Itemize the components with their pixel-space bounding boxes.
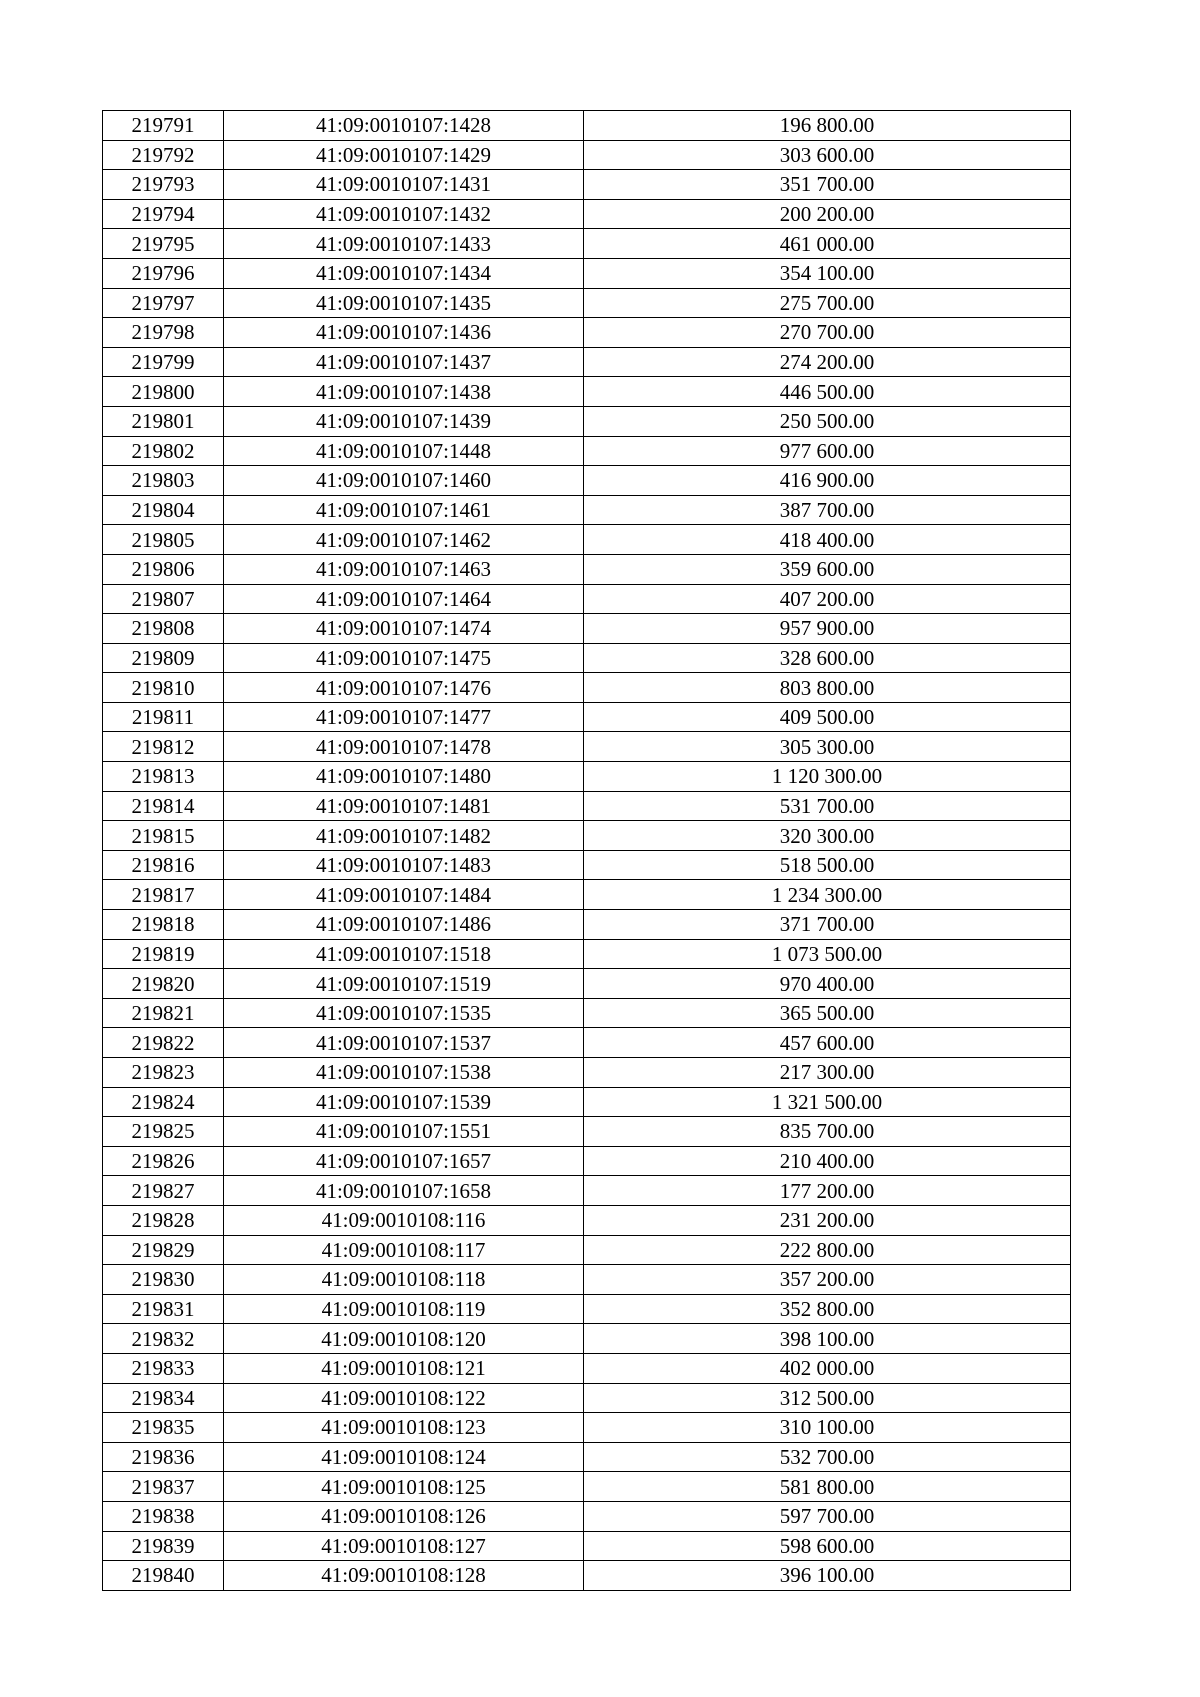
row-number-cell: 219824 [103, 1087, 224, 1117]
table-row [103, 1265, 1071, 1295]
row-number-cell: 219833 [103, 1353, 224, 1383]
row-number-cell: 219801 [103, 406, 224, 436]
row-number-cell: 219802 [103, 436, 224, 466]
value-cell: 357 200.00 [584, 1265, 1071, 1295]
cadastral-number-cell: 41:09:0010108:126 [224, 1501, 584, 1531]
table-row [103, 406, 1071, 436]
table-row [103, 1353, 1071, 1383]
cadastral-number-cell: 41:09:0010107:1658 [224, 1176, 584, 1206]
value-cell: 409 500.00 [584, 702, 1071, 732]
value-cell: 1 321 500.00 [584, 1087, 1071, 1117]
cadastral-number-cell: 41:09:0010107:1428 [224, 111, 584, 141]
row-number-cell: 219834 [103, 1383, 224, 1413]
cadastral-number-cell: 41:09:0010107:1518 [224, 939, 584, 969]
cadastral-number-cell: 41:09:0010107:1477 [224, 702, 584, 732]
row-number-cell: 219806 [103, 554, 224, 584]
cadastral-number-cell: 41:09:0010107:1460 [224, 466, 584, 496]
table-row [103, 111, 1071, 141]
cadastral-number-cell: 41:09:0010107:1438 [224, 377, 584, 407]
value-cell: 351 700.00 [584, 170, 1071, 200]
value-cell: 957 900.00 [584, 614, 1071, 644]
row-number-cell: 219791 [103, 111, 224, 141]
row-number-cell: 219818 [103, 910, 224, 940]
value-cell: 581 800.00 [584, 1472, 1071, 1502]
value-cell: 320 300.00 [584, 821, 1071, 851]
value-cell: 310 100.00 [584, 1413, 1071, 1443]
value-cell: 312 500.00 [584, 1383, 1071, 1413]
value-cell: 446 500.00 [584, 377, 1071, 407]
cadastral-number-cell: 41:09:0010107:1535 [224, 998, 584, 1028]
value-cell: 217 300.00 [584, 1058, 1071, 1088]
table-row [103, 1472, 1071, 1502]
cadastral-number-cell: 41:09:0010107:1486 [224, 910, 584, 940]
table-row [103, 1413, 1071, 1443]
cadastral-number-cell: 41:09:0010107:1463 [224, 554, 584, 584]
cadastral-number-cell: 41:09:0010108:124 [224, 1442, 584, 1472]
row-number-cell: 219813 [103, 762, 224, 792]
row-number-cell: 219826 [103, 1146, 224, 1176]
table-row [103, 1324, 1071, 1354]
value-cell: 977 600.00 [584, 436, 1071, 466]
value-cell: 210 400.00 [584, 1146, 1071, 1176]
table-row [103, 939, 1071, 969]
cadastral-number-cell: 41:09:0010107:1435 [224, 288, 584, 318]
table-row [103, 1205, 1071, 1235]
table-row [103, 170, 1071, 200]
row-number-cell: 219840 [103, 1561, 224, 1591]
table-row [103, 258, 1071, 288]
row-number-cell: 219798 [103, 318, 224, 348]
cadastral-number-cell: 41:09:0010107:1657 [224, 1146, 584, 1176]
cadastral-number-cell: 41:09:0010107:1484 [224, 880, 584, 910]
value-cell: 196 800.00 [584, 111, 1071, 141]
table-row [103, 584, 1071, 614]
cadastral-number-cell: 41:09:0010107:1461 [224, 495, 584, 525]
row-number-cell: 219825 [103, 1117, 224, 1147]
cadastral-number-cell: 41:09:0010107:1436 [224, 318, 584, 348]
table-row [103, 495, 1071, 525]
row-number-cell: 219835 [103, 1413, 224, 1443]
table-row [103, 880, 1071, 910]
cadastral-number-cell: 41:09:0010107:1539 [224, 1087, 584, 1117]
row-number-cell: 219830 [103, 1265, 224, 1295]
table-row [103, 969, 1071, 999]
table-row [103, 1442, 1071, 1472]
table-row [103, 702, 1071, 732]
row-number-cell: 219793 [103, 170, 224, 200]
row-number-cell: 219799 [103, 347, 224, 377]
value-cell: 177 200.00 [584, 1176, 1071, 1206]
value-cell: 222 800.00 [584, 1235, 1071, 1265]
row-number-cell: 219795 [103, 229, 224, 259]
table-row [103, 1531, 1071, 1561]
value-cell: 402 000.00 [584, 1353, 1071, 1383]
value-cell: 1 120 300.00 [584, 762, 1071, 792]
cadastral-number-cell: 41:09:0010108:116 [224, 1205, 584, 1235]
table-row [103, 229, 1071, 259]
cadastral-number-cell: 41:09:0010107:1433 [224, 229, 584, 259]
table-row [103, 377, 1071, 407]
cadastral-number-cell: 41:09:0010108:122 [224, 1383, 584, 1413]
value-cell: 398 100.00 [584, 1324, 1071, 1354]
cadastral-number-cell: 41:09:0010107:1464 [224, 584, 584, 614]
row-number-cell: 219807 [103, 584, 224, 614]
value-cell: 365 500.00 [584, 998, 1071, 1028]
cadastral-value-table [102, 110, 1071, 1591]
table-row [103, 1383, 1071, 1413]
table-row [103, 998, 1071, 1028]
row-number-cell: 219837 [103, 1472, 224, 1502]
table-row [103, 1235, 1071, 1265]
row-number-cell: 219810 [103, 673, 224, 703]
cadastral-number-cell: 41:09:0010107:1519 [224, 969, 584, 999]
cadastral-number-cell: 41:09:0010107:1434 [224, 258, 584, 288]
cadastral-number-cell: 41:09:0010108:127 [224, 1531, 584, 1561]
value-cell: 371 700.00 [584, 910, 1071, 940]
table-row [103, 614, 1071, 644]
cadastral-number-cell: 41:09:0010107:1481 [224, 791, 584, 821]
value-cell: 396 100.00 [584, 1561, 1071, 1591]
table-row [103, 732, 1071, 762]
table-row [103, 288, 1071, 318]
value-cell: 270 700.00 [584, 318, 1071, 348]
table-body [103, 111, 1071, 1591]
value-cell: 970 400.00 [584, 969, 1071, 999]
row-number-cell: 219820 [103, 969, 224, 999]
cadastral-number-cell: 41:09:0010107:1462 [224, 525, 584, 555]
cadastral-number-cell: 41:09:0010108:123 [224, 1413, 584, 1443]
row-number-cell: 219805 [103, 525, 224, 555]
cadastral-number-cell: 41:09:0010108:117 [224, 1235, 584, 1265]
value-cell: 352 800.00 [584, 1294, 1071, 1324]
table-row [103, 1176, 1071, 1206]
row-number-cell: 219838 [103, 1501, 224, 1531]
table-row [103, 1294, 1071, 1324]
table-row [103, 821, 1071, 851]
table-row [103, 643, 1071, 673]
value-cell: 275 700.00 [584, 288, 1071, 318]
value-cell: 387 700.00 [584, 495, 1071, 525]
cadastral-number-cell: 41:09:0010107:1482 [224, 821, 584, 851]
table-row [103, 199, 1071, 229]
row-number-cell: 219809 [103, 643, 224, 673]
row-number-cell: 219792 [103, 140, 224, 170]
row-number-cell: 219836 [103, 1442, 224, 1472]
cadastral-number-cell: 41:09:0010107:1448 [224, 436, 584, 466]
table-row [103, 318, 1071, 348]
row-number-cell: 219814 [103, 791, 224, 821]
row-number-cell: 219827 [103, 1176, 224, 1206]
row-number-cell: 219828 [103, 1205, 224, 1235]
cadastral-number-cell: 41:09:0010107:1476 [224, 673, 584, 703]
cadastral-number-cell: 41:09:0010107:1483 [224, 850, 584, 880]
cadastral-number-cell: 41:09:0010108:128 [224, 1561, 584, 1591]
cadastral-number-cell: 41:09:0010107:1429 [224, 140, 584, 170]
value-cell: 250 500.00 [584, 406, 1071, 436]
cadastral-number-cell: 41:09:0010107:1439 [224, 406, 584, 436]
value-cell: 416 900.00 [584, 466, 1071, 496]
row-number-cell: 219796 [103, 258, 224, 288]
table-row [103, 140, 1071, 170]
row-number-cell: 219803 [103, 466, 224, 496]
value-cell: 359 600.00 [584, 554, 1071, 584]
row-number-cell: 219831 [103, 1294, 224, 1324]
table-row [103, 1501, 1071, 1531]
row-number-cell: 219797 [103, 288, 224, 318]
value-cell: 1 234 300.00 [584, 880, 1071, 910]
row-number-cell: 219829 [103, 1235, 224, 1265]
row-number-cell: 219794 [103, 199, 224, 229]
cadastral-number-cell: 41:09:0010107:1537 [224, 1028, 584, 1058]
table-row [103, 1028, 1071, 1058]
table-row [103, 554, 1071, 584]
value-cell: 200 200.00 [584, 199, 1071, 229]
value-cell: 354 100.00 [584, 258, 1071, 288]
cadastral-number-cell: 41:09:0010108:118 [224, 1265, 584, 1295]
table-row [103, 762, 1071, 792]
table-row [103, 436, 1071, 466]
value-cell: 231 200.00 [584, 1205, 1071, 1235]
cadastral-number-cell: 41:09:0010108:121 [224, 1353, 584, 1383]
value-cell: 461 000.00 [584, 229, 1071, 259]
row-number-cell: 219816 [103, 850, 224, 880]
cadastral-number-cell: 41:09:0010107:1480 [224, 762, 584, 792]
cadastral-number-cell: 41:09:0010107:1432 [224, 199, 584, 229]
cadastral-number-cell: 41:09:0010107:1475 [224, 643, 584, 673]
value-cell: 328 600.00 [584, 643, 1071, 673]
value-cell: 305 300.00 [584, 732, 1071, 762]
value-cell: 803 800.00 [584, 673, 1071, 703]
cadastral-number-cell: 41:09:0010107:1478 [224, 732, 584, 762]
table-row [103, 1146, 1071, 1176]
value-cell: 418 400.00 [584, 525, 1071, 555]
row-number-cell: 219832 [103, 1324, 224, 1354]
row-number-cell: 219812 [103, 732, 224, 762]
cadastral-number-cell: 41:09:0010107:1551 [224, 1117, 584, 1147]
value-cell: 274 200.00 [584, 347, 1071, 377]
value-cell: 457 600.00 [584, 1028, 1071, 1058]
value-cell: 835 700.00 [584, 1117, 1071, 1147]
table-row [103, 791, 1071, 821]
table-row [103, 910, 1071, 940]
table-row [103, 466, 1071, 496]
row-number-cell: 219817 [103, 880, 224, 910]
cadastral-number-cell: 41:09:0010107:1437 [224, 347, 584, 377]
row-number-cell: 219823 [103, 1058, 224, 1088]
row-number-cell: 219804 [103, 495, 224, 525]
table-row [103, 1117, 1071, 1147]
row-number-cell: 219819 [103, 939, 224, 969]
row-number-cell: 219808 [103, 614, 224, 644]
value-cell: 531 700.00 [584, 791, 1071, 821]
table-row [103, 1058, 1071, 1088]
cadastral-number-cell: 41:09:0010107:1538 [224, 1058, 584, 1088]
value-cell: 303 600.00 [584, 140, 1071, 170]
table-row [103, 1087, 1071, 1117]
value-cell: 598 600.00 [584, 1531, 1071, 1561]
table-row [103, 1561, 1071, 1591]
cadastral-number-cell: 41:09:0010107:1474 [224, 614, 584, 644]
table-row [103, 850, 1071, 880]
value-cell: 1 073 500.00 [584, 939, 1071, 969]
cadastral-number-cell: 41:09:0010108:120 [224, 1324, 584, 1354]
table-row [103, 347, 1071, 377]
value-cell: 407 200.00 [584, 584, 1071, 614]
value-cell: 597 700.00 [584, 1501, 1071, 1531]
row-number-cell: 219800 [103, 377, 224, 407]
cadastral-number-cell: 41:09:0010108:125 [224, 1472, 584, 1502]
value-cell: 518 500.00 [584, 850, 1071, 880]
row-number-cell: 219822 [103, 1028, 224, 1058]
value-cell: 532 700.00 [584, 1442, 1071, 1472]
cadastral-number-cell: 41:09:0010108:119 [224, 1294, 584, 1324]
row-number-cell: 219811 [103, 702, 224, 732]
cadastral-number-cell: 41:09:0010107:1431 [224, 170, 584, 200]
row-number-cell: 219815 [103, 821, 224, 851]
table-row [103, 673, 1071, 703]
row-number-cell: 219821 [103, 998, 224, 1028]
table-row [103, 525, 1071, 555]
row-number-cell: 219839 [103, 1531, 224, 1561]
